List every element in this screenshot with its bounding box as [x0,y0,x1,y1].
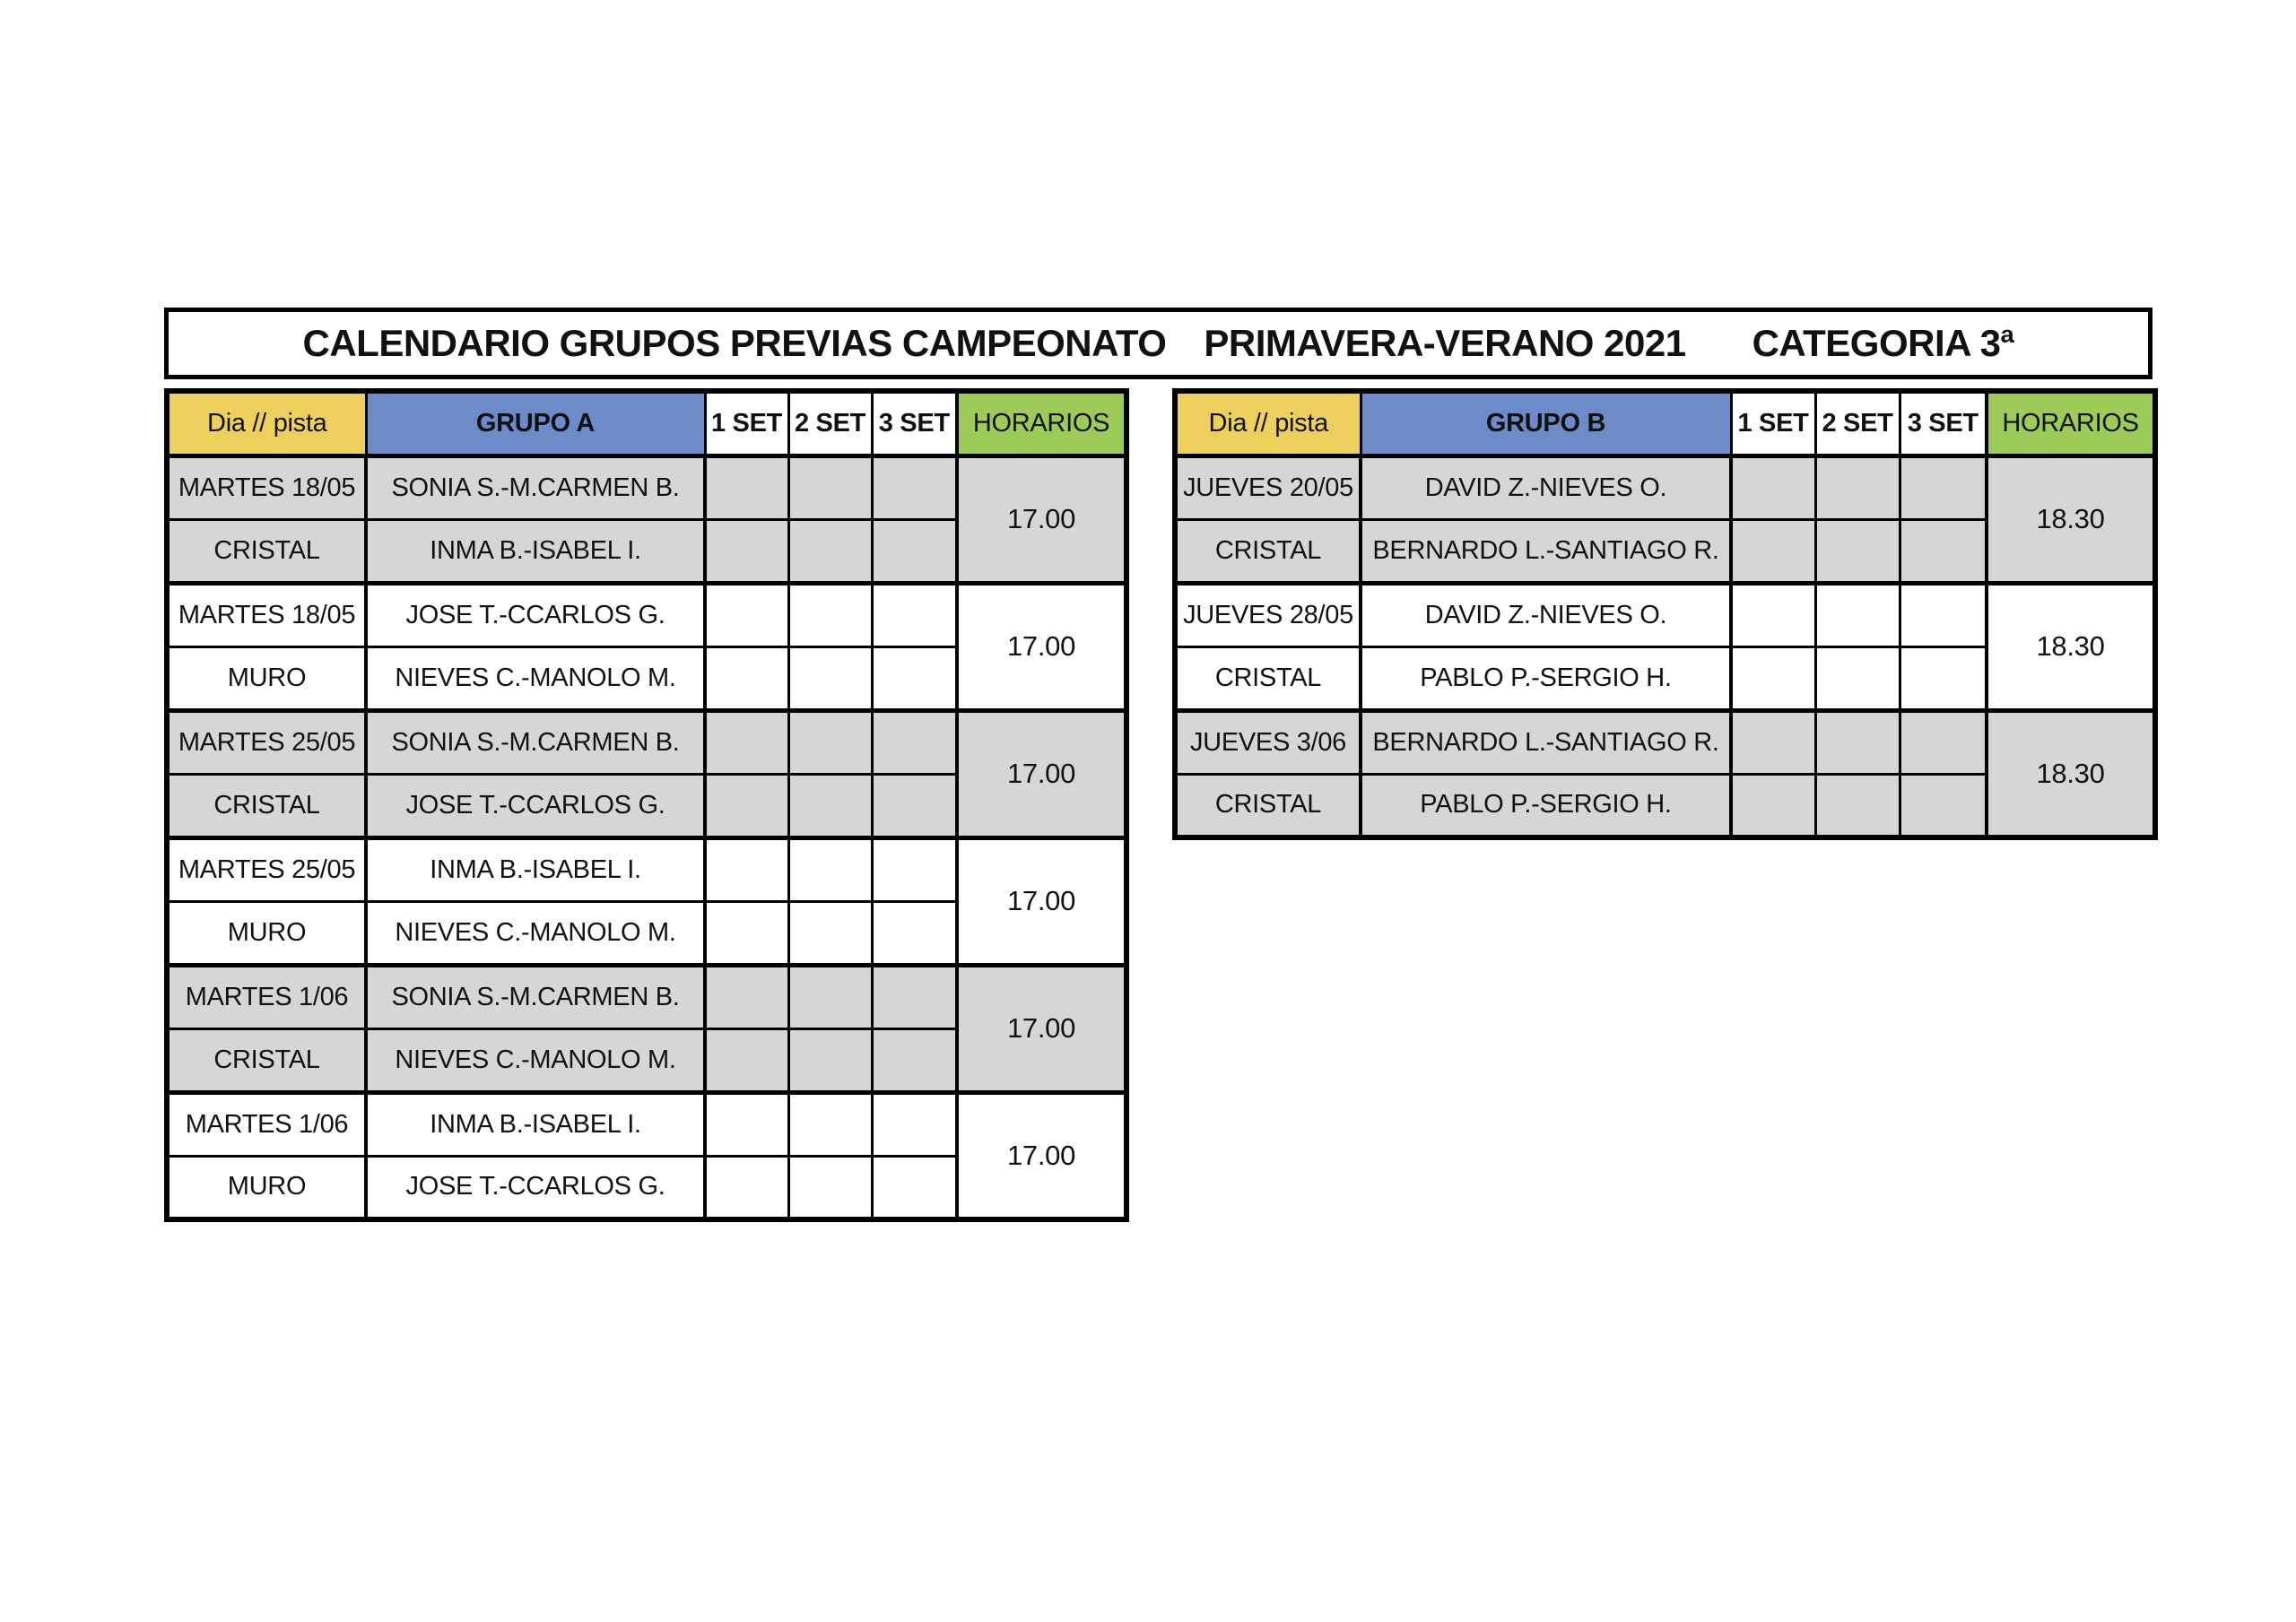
set-score-cell [705,1156,788,1219]
set-score-cell [872,583,957,646]
match-team1-cell: BERNARDO L.-SANTIAGO R. [1361,710,1731,774]
set-score-cell [872,646,957,710]
set-score-cell [788,1156,872,1219]
set-score-cell [788,583,872,646]
set-score-cell [788,1092,872,1156]
set-score-cell [872,519,957,583]
set-score-cell [788,646,872,710]
set-score-cell [872,455,957,519]
match-team2-cell: JOSE T.-CCARLOS G. [366,774,705,837]
set-score-cell [705,710,788,774]
header-horarios: HORARIOS [1987,391,2155,455]
set-score-cell [872,774,957,837]
set-score-cell [1900,646,1987,710]
match-day-cell: MARTES 25/05 [167,710,366,774]
match-time-cell: 18.30 [1987,455,2155,583]
set-score-cell [705,583,788,646]
header-set-1: 1 SET [1731,391,1815,455]
match-time-cell: 17.00 [957,710,1126,837]
match-time-cell: 17.00 [957,583,1126,710]
group-b-header-row [1175,391,2155,455]
match-day-cell: MARTES 25/05 [167,837,366,901]
match-court-cell: CRISTAL [167,519,366,583]
match-court-cell: CRISTAL [1175,646,1361,710]
header-set-3: 3 SET [1900,391,1987,455]
set-score-cell [788,901,872,965]
set-score-cell [788,710,872,774]
set-score-cell [788,455,872,519]
set-score-cell [1731,519,1815,583]
header-dia-pista: Dia // pista [167,391,366,455]
match-time-cell: 18.30 [1987,710,2155,837]
set-score-cell [872,710,957,774]
set-score-cell [1900,455,1987,519]
match-block [1175,455,2155,583]
match-team1-cell: DAVID Z.-NIEVES O. [1361,455,1731,519]
set-score-cell [705,774,788,837]
set-score-cell [1731,710,1815,774]
match-block [167,837,1126,965]
set-score-cell [1731,583,1815,646]
match-team1-cell: SONIA S.-M.CARMEN B. [366,455,705,519]
match-court-cell: MURO [167,901,366,965]
header-grupo-b: GRUPO B [1361,391,1731,455]
match-court-cell: CRISTAL [1175,774,1361,837]
match-time-cell: 17.00 [957,965,1126,1092]
match-court-cell: CRISTAL [1175,519,1361,583]
match-team2-cell: PABLO P.-SERGIO H. [1361,646,1731,710]
match-team2-cell: JOSE T.-CCARLOS G. [366,1156,705,1219]
header-set-2: 2 SET [788,391,872,455]
match-team2-cell: PABLO P.-SERGIO H. [1361,774,1731,837]
match-team1-cell: INMA B.-ISABEL I. [366,1092,705,1156]
title-temporada: PRIMAVERA-VERANO 2021 [1204,322,1686,364]
match-team2-cell: NIEVES C.-MANOLO M. [366,901,705,965]
match-team2-cell: BERNARDO L.-SANTIAGO R. [1361,519,1731,583]
match-court-cell: CRISTAL [167,774,366,837]
header-dia-pista: Dia // pista [1175,391,1361,455]
set-score-cell [872,1092,957,1156]
set-score-cell [872,1028,957,1092]
header-set-2: 2 SET [1815,391,1900,455]
match-block [1175,583,2155,710]
match-time-cell: 17.00 [957,455,1126,583]
set-score-cell [705,455,788,519]
header-horarios: HORARIOS [957,391,1126,455]
match-team1-cell: JOSE T.-CCARLOS G. [366,583,705,646]
group-a-header-row [167,391,1126,455]
set-score-cell [1815,646,1900,710]
set-score-cell [1731,646,1815,710]
match-day-cell: MARTES 1/06 [167,1092,366,1156]
set-score-cell [1900,710,1987,774]
match-team2-cell: NIEVES C.-MANOLO M. [366,1028,705,1092]
match-team1-cell: INMA B.-ISABEL I. [366,837,705,901]
set-score-cell [1900,583,1987,646]
match-team1-cell: DAVID Z.-NIEVES O. [1361,583,1731,646]
set-score-cell [788,965,872,1028]
set-score-cell [1731,774,1815,837]
set-score-cell [705,1028,788,1092]
set-score-cell [705,1092,788,1156]
match-block [167,583,1126,710]
match-court-cell: MURO [167,1156,366,1219]
set-score-cell [1815,455,1900,519]
group-a-table [164,388,1129,1222]
header-grupo-a: GRUPO A [366,391,705,455]
header-set-1: 1 SET [705,391,788,455]
set-score-cell [1815,710,1900,774]
document-title-box [164,308,2152,379]
match-time-cell: 17.00 [957,1092,1126,1219]
set-score-cell [788,837,872,901]
match-team2-cell: NIEVES C.-MANOLO M. [366,646,705,710]
set-score-cell [705,837,788,901]
set-score-cell [1900,774,1987,837]
set-score-cell [872,1156,957,1219]
set-score-cell [1815,774,1900,837]
match-time-cell: 17.00 [957,837,1126,965]
set-score-cell [705,965,788,1028]
set-score-cell [705,901,788,965]
match-day-cell: JUEVES 20/05 [1175,455,1361,519]
match-team1-cell: SONIA S.-M.CARMEN B. [366,965,705,1028]
set-score-cell [788,774,872,837]
group-b-table [1172,388,2158,840]
set-score-cell [1731,455,1815,519]
set-score-cell [788,1028,872,1092]
match-day-cell: JUEVES 3/06 [1175,710,1361,774]
match-team1-cell: SONIA S.-M.CARMEN B. [366,710,705,774]
match-block [167,455,1126,583]
match-block [1175,710,2155,837]
set-score-cell [1815,519,1900,583]
match-block [167,710,1126,837]
match-day-cell: MARTES 18/05 [167,583,366,646]
match-block [167,965,1126,1092]
set-score-cell [872,837,957,901]
set-score-cell [872,901,957,965]
set-score-cell [1815,583,1900,646]
title-calendario: CALENDARIO GRUPOS PREVIAS CAMPEONATO [302,322,1167,364]
header-set-3: 3 SET [872,391,957,455]
match-team2-cell: INMA B.-ISABEL I. [366,519,705,583]
match-court-cell: CRISTAL [167,1028,366,1092]
set-score-cell [705,519,788,583]
match-day-cell: MARTES 1/06 [167,965,366,1028]
title-categoria: CATEGORIA 3ª [1752,322,2014,364]
set-score-cell [788,519,872,583]
set-score-cell [705,646,788,710]
match-court-cell: MURO [167,646,366,710]
match-day-cell: MARTES 18/05 [167,455,366,519]
match-time-cell: 18.30 [1987,583,2155,710]
match-day-cell: JUEVES 28/05 [1175,583,1361,646]
set-score-cell [872,965,957,1028]
match-block [167,1092,1126,1219]
set-score-cell [1900,519,1987,583]
